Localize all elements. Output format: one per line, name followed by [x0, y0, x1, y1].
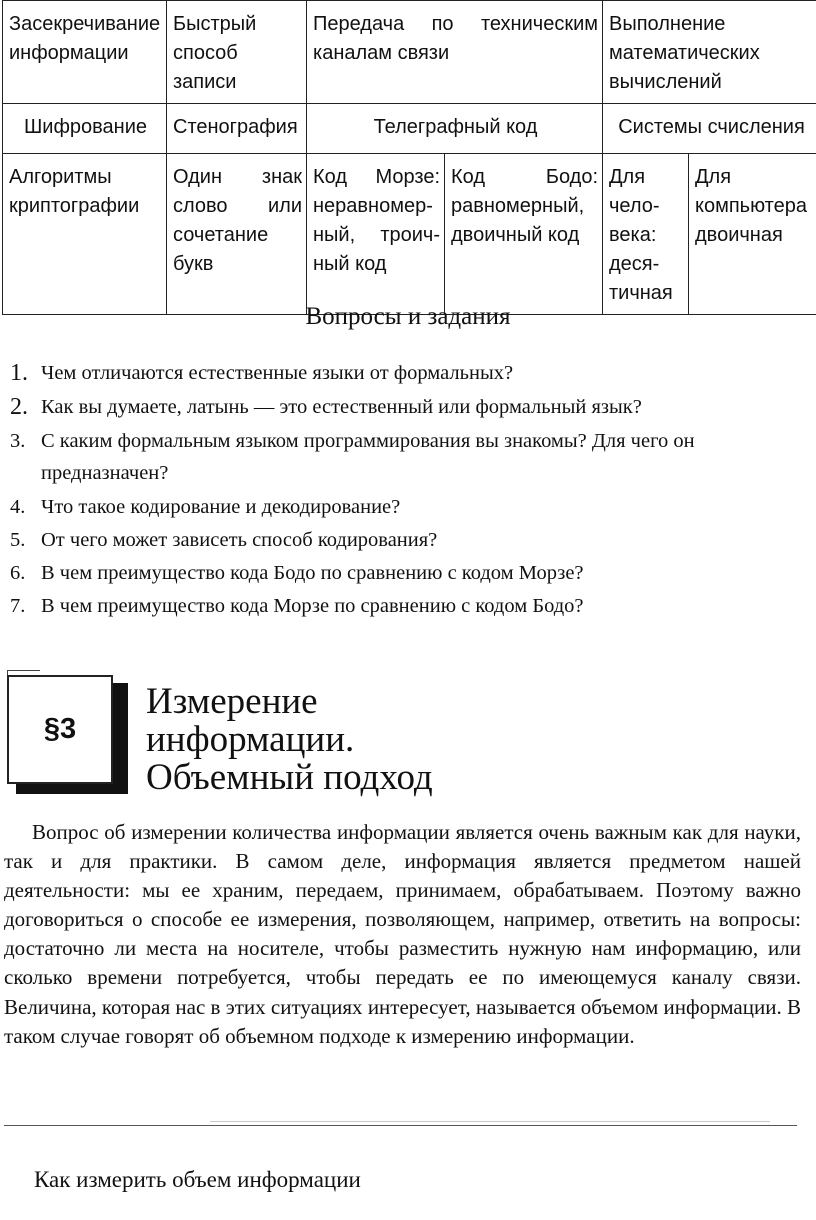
table-cell: Алгоритмы криптографии — [3, 154, 167, 315]
question-number: 1. — [10, 360, 28, 386]
question-text: Что такое кодирование и декодирование? — [41, 496, 401, 518]
table-cell: Выполнение математических вычислений — [603, 1, 816, 104]
list-item — [10, 392, 805, 426]
question-number: 6. — [10, 562, 26, 584]
table-cell: Шифрование — [3, 104, 167, 154]
table-row-purpose — [3, 1, 816, 104]
list-item — [10, 492, 805, 525]
list-item — [10, 558, 805, 591]
table-cell: Стенография — [167, 104, 307, 154]
questions-list — [10, 358, 805, 624]
table-cell: Код Бодо: равномерный, двоичный код — [445, 154, 603, 315]
list-item — [10, 426, 805, 492]
table-cell: Один знак слово или сочетание букв — [167, 154, 307, 315]
table-row-method — [3, 104, 816, 154]
question-text: В чем преимущество кода Морзе по сравнению с кодом Бодо? — [41, 595, 584, 617]
table-cell: Системы счисления — [603, 104, 816, 154]
questions-heading: Вопросы и задания — [305, 303, 511, 330]
list-item — [10, 591, 805, 624]
question-text: Чем отличаются естественные языки от формальных? — [41, 362, 514, 384]
table-cell: Код Морзе: неравномер-ный, троич-ный код — [307, 154, 445, 315]
question-number: 5. — [10, 529, 26, 551]
question-number: 3. — [10, 430, 26, 452]
list-item — [10, 358, 805, 392]
table-cell: Быстрый способ записи — [167, 1, 307, 104]
coding-comparison-table — [2, 0, 816, 315]
section-number: §3 — [43, 713, 77, 745]
section-title-line: информации. — [146, 719, 355, 760]
question-text: В чем преимущество кода Бодо по сравнению с кодом Морзе? — [41, 562, 584, 584]
table-cell: Телеграфный код — [307, 104, 603, 154]
divider — [4, 1125, 797, 1126]
table-cell: Передача по техническим каналам связи — [307, 1, 603, 104]
question-number: 2. — [10, 394, 28, 420]
question-text: С каким формальным языком программирования вы знакомы? Для чего он предназначен? — [41, 430, 695, 484]
question-number: 7. — [10, 595, 26, 617]
section-number-badge — [7, 675, 113, 784]
question-number: 4. — [10, 496, 26, 518]
table-cell: Для чело-века: деся-тичная — [603, 154, 689, 315]
body-paragraph: Вопрос об измерении количества информации является очень важным как для науки, так и для практики. В самом деле, информация является предметом нашей деятельности: мы ее храним, передаем, принимаем, обрабатываем. Поэтому важно договориться о способе ее измерения, позволяющем, например, ответить на вопросы: достаточно ли места на носителе, чтобы разместить нужную нам информацию, или сколько времени потребуется, чтобы передать ее по имеющемуся каналу связи. Величина, которая нас в этих ситуациях интересует, называется объемом информации. В таком случае говорят об объемном подходе к измерению информации. — [4, 820, 801, 1048]
section-title-line: Измерение — [146, 681, 318, 722]
section-title — [146, 683, 433, 797]
table-row-examples — [3, 154, 816, 315]
subsection-heading: Как измерить объем информации — [34, 1167, 361, 1192]
list-item — [10, 525, 805, 558]
question-text: Как вы думаете, латынь — это естественный или формальный язык? — [41, 396, 642, 418]
section-title-line: Объемный подход — [146, 757, 433, 798]
question-text: От чего может зависеть способ кодирования? — [41, 529, 438, 551]
table-cell: Для компьютера двоичная — [689, 154, 816, 315]
table-cell: Засекречивание информации — [3, 1, 167, 104]
faint-divider — [210, 1121, 770, 1122]
